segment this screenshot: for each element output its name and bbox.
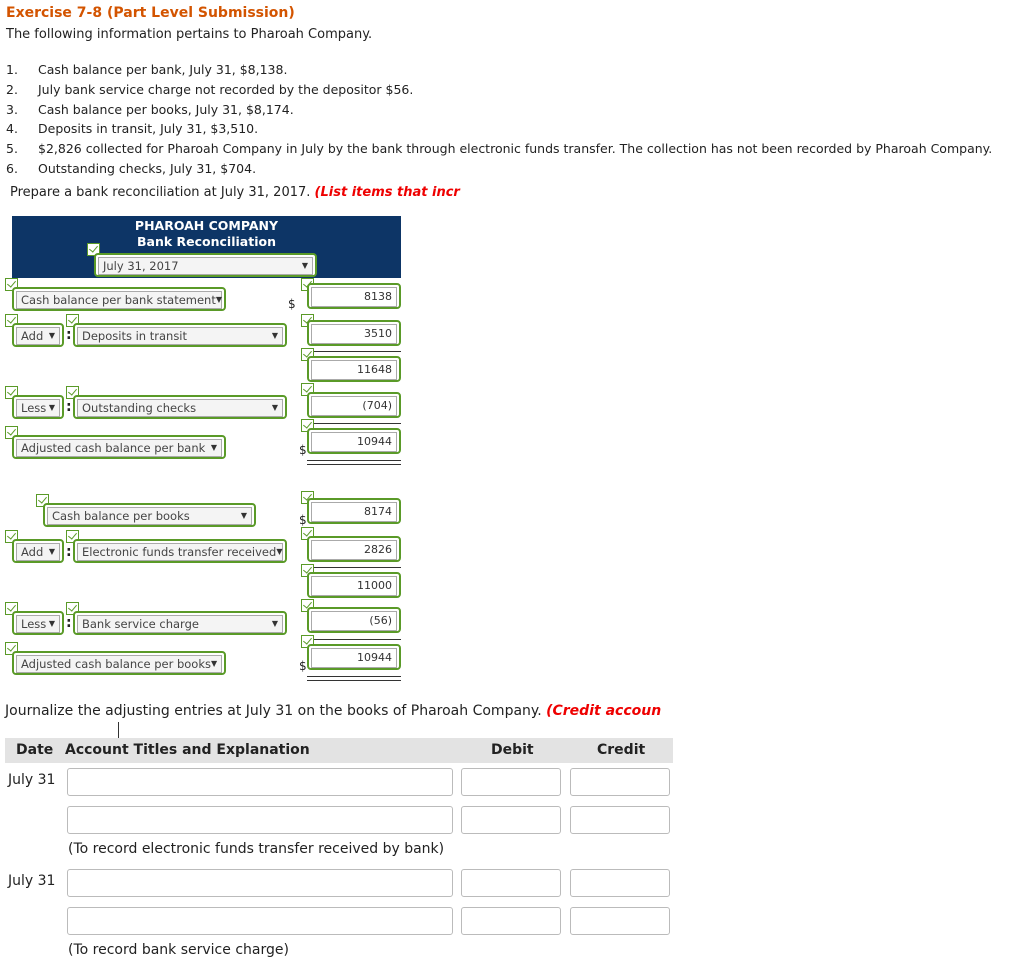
info-list: [6, 60, 992, 179]
journal-prompt: Journalize the adjusting entries at July 31 on the books of Pharoah Company. (Credit accoun: [5, 703, 662, 719]
credit-input[interactable]: [570, 869, 670, 897]
dollar-sign: $: [288, 297, 296, 311]
credit-input[interactable]: [570, 907, 670, 935]
books-start-amount[interactable]: 8174: [307, 498, 401, 524]
debit-header: Debit: [491, 742, 534, 758]
dropdown-arrow-icon: ▼: [276, 547, 283, 556]
prepare-prompt: Prepare a bank reconciliation at July 31, 2017. (List items that incr: [10, 185, 460, 200]
bank-add-amount[interactable]: 3510: [307, 320, 401, 346]
subtotal-rule: [307, 423, 401, 424]
double-underline: [307, 460, 401, 465]
credit-header: Credit: [597, 742, 646, 758]
dropdown-arrow-icon: ▼: [48, 331, 55, 340]
date-header: Date: [16, 742, 54, 758]
bank-less-select[interactable]: Less ▼: [12, 395, 64, 419]
books-less-select[interactable]: Less ▼: [12, 611, 64, 635]
debit-input[interactable]: [461, 806, 561, 834]
statement-name: Bank Reconciliation: [137, 234, 276, 249]
dropdown-arrow-icon: ▼: [211, 659, 218, 668]
list-item: 5. $2,826 collected for Pharoah Company in July by the bank through electronic funds transfer. The collection has not been recorded by Pharoah Company.: [6, 141, 993, 157]
debit-input[interactable]: [461, 907, 561, 935]
dropdown-arrow-icon: ▼: [240, 511, 247, 520]
dropdown-arrow-icon: ▼: [48, 403, 55, 412]
exercise-title: Exercise 7-8 (Part Level Submission): [6, 5, 295, 21]
subtotal-rule: [307, 351, 401, 352]
entry-date: July 31: [8, 772, 56, 788]
books-start-select[interactable]: Cash balance per books ▼: [43, 503, 256, 527]
account-input[interactable]: [67, 768, 453, 796]
account-input[interactable]: [67, 907, 453, 935]
books-adjusted-amount[interactable]: 10944: [307, 644, 401, 670]
dropdown-arrow-icon: ▼: [210, 443, 217, 452]
entry-date: July 31: [8, 873, 56, 889]
books-adjusted-select[interactable]: Adjusted cash balance per books ▼: [12, 651, 226, 675]
bank-less-amount[interactable]: (704): [307, 392, 401, 418]
dollar-sign: $: [299, 443, 307, 457]
journal-instruction: (Credit accoun: [546, 703, 662, 719]
books-add-select[interactable]: Add ▼: [12, 539, 64, 563]
account-input[interactable]: [67, 806, 453, 834]
date-select[interactable]: July 31, 2017 ▼: [94, 253, 317, 277]
account-input[interactable]: [67, 869, 453, 897]
books-add-amount[interactable]: 2826: [307, 536, 401, 562]
bank-subtotal[interactable]: 11648: [307, 356, 401, 382]
credit-input[interactable]: [570, 768, 670, 796]
intro-text: The following information pertains to Pharoah Company.: [6, 27, 373, 42]
dropdown-arrow-icon: ▼: [215, 295, 223, 304]
dropdown-arrow-icon: ▼: [301, 261, 308, 270]
list-item: 4. Deposits in transit, July 31, $3,510.: [6, 121, 259, 137]
list-item: 3. Cash balance per books, July 31, $8,174.: [6, 101, 294, 117]
bank-adjusted-select[interactable]: Adjusted cash balance per bank ▼: [12, 435, 226, 459]
list-item: 2. July bank service charge not recorded by the depositor $56.: [6, 81, 414, 97]
dollar-sign: $: [299, 513, 307, 527]
books-less-amount[interactable]: (56): [307, 607, 401, 633]
books-subtotal[interactable]: 11000: [307, 572, 401, 598]
dropdown-arrow-icon: ▼: [271, 403, 278, 412]
account-header: Account Titles and Explanation: [65, 742, 310, 758]
double-underline: [307, 676, 401, 681]
dropdown-arrow-icon: ▼: [48, 547, 55, 556]
dropdown-arrow-icon: ▼: [271, 619, 278, 628]
entry-explanation: (To record bank service charge): [68, 942, 289, 958]
list-item: 6. Outstanding checks, July 31, $704.: [6, 160, 257, 176]
debit-input[interactable]: [461, 869, 561, 897]
debit-input[interactable]: [461, 768, 561, 796]
subtotal-rule: [307, 567, 401, 568]
dropdown-arrow-icon: ▼: [271, 331, 278, 340]
credit-input[interactable]: [570, 806, 670, 834]
dropdown-arrow-icon: ▼: [48, 619, 55, 628]
bank-less-item-select[interactable]: Outstanding checks ▼: [73, 395, 287, 419]
subtotal-rule: [307, 639, 401, 640]
bank-start-select[interactable]: Cash balance per bank statement ▼: [12, 287, 226, 311]
dollar-sign: $: [299, 659, 307, 673]
prepare-instruction: (List items that incr: [314, 185, 460, 200]
bank-adjusted-amount[interactable]: 10944: [307, 428, 401, 454]
list-item: 1. Cash balance per bank, July 31, $8,138.: [6, 62, 288, 77]
company-name: PHAROAH COMPANY: [134, 218, 279, 233]
books-add-item-select[interactable]: Electronic funds transfer received ▼: [73, 539, 287, 563]
bank-start-amount[interactable]: 8138: [307, 283, 401, 309]
journal-header: [5, 738, 673, 763]
entry-explanation: (To record electronic funds transfer received by bank): [68, 841, 445, 857]
bank-add-item-select[interactable]: Deposits in transit ▼: [73, 323, 287, 347]
books-less-item-select[interactable]: Bank service charge ▼: [73, 611, 287, 635]
bank-add-select[interactable]: Add ▼: [12, 323, 64, 347]
